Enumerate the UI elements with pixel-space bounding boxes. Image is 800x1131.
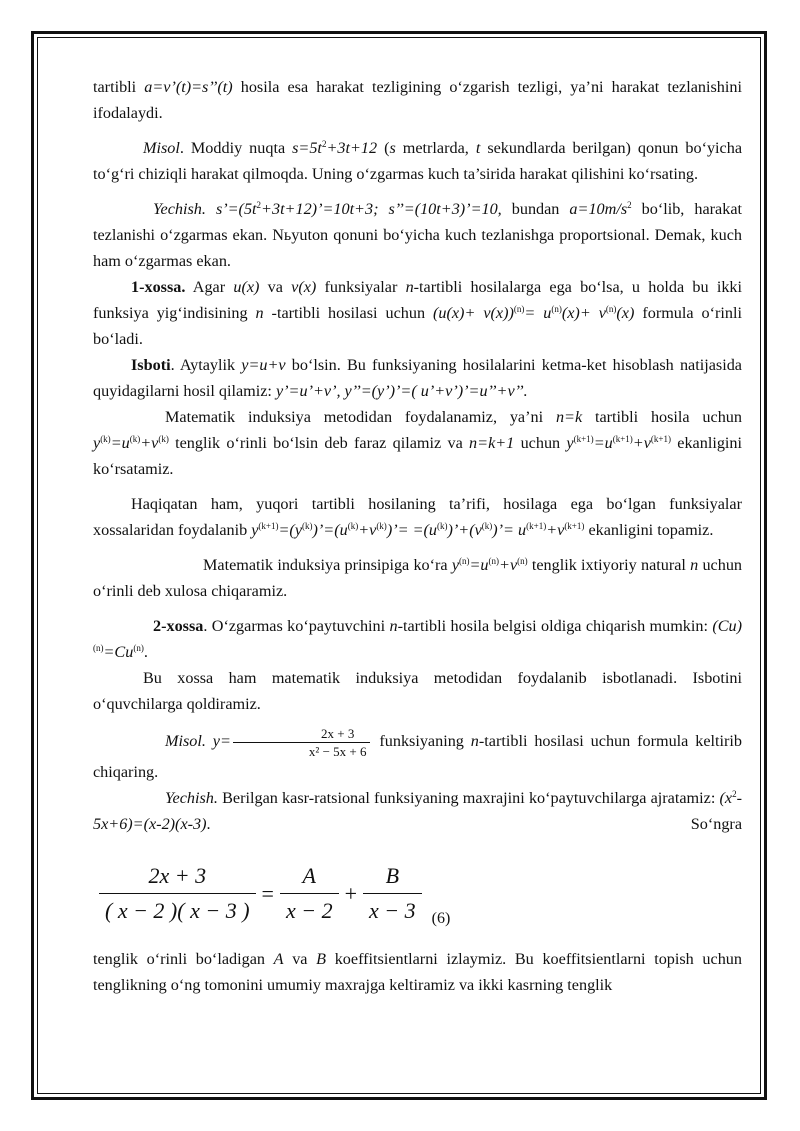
superscript: (k+1) <box>564 521 585 531</box>
formula: s’=(5t <box>205 200 257 218</box>
superscript: (n) <box>517 556 528 566</box>
fraction-numerator: 2x + 3 <box>99 861 256 894</box>
proof-label: Isboti <box>131 356 171 374</box>
formula: +v <box>499 556 518 574</box>
fraction-function <box>233 726 371 759</box>
text: ( <box>377 139 390 157</box>
text: -tartibli hosila belgisi oldiga chiqarish mumkin: <box>397 617 713 635</box>
formula: v(x) <box>291 278 317 296</box>
superscript: (k+1) <box>612 434 633 444</box>
formula: = u <box>524 304 552 322</box>
superscript: (n) <box>605 304 617 314</box>
formula: =u <box>593 434 613 452</box>
formula: y <box>451 556 459 574</box>
paragraph-property-2 <box>93 613 742 665</box>
formula: +v <box>358 521 377 539</box>
text: tartibli hosila uchun <box>582 408 742 426</box>
formula: =u <box>110 434 130 452</box>
superscript: 2 <box>627 200 632 210</box>
formula: +v <box>632 434 651 452</box>
text: . Aytaylik <box>170 356 242 374</box>
superscript: (n) <box>459 556 470 566</box>
fraction-denominator: x − 3 <box>369 898 416 923</box>
text: tartibli <box>93 78 145 96</box>
text: -tartibli hosilasi uchun <box>263 304 433 322</box>
text: -tartibli hosilasi uchun formula keltirib chiqaring. <box>93 732 742 781</box>
text: hosila esa harakat tezligining o‘zgarish tezligi, ya’ni harakat tezlanishini ifodalaydi. <box>93 78 742 122</box>
text: funksiyalar <box>316 278 406 296</box>
superscript: (k) <box>376 521 387 531</box>
text: . <box>206 815 211 833</box>
formula: +v <box>140 434 159 452</box>
formula: )’= u <box>492 521 527 539</box>
formula: y= <box>205 732 231 751</box>
superscript: (k) <box>158 434 169 444</box>
solution-label: Yechish. <box>153 200 206 218</box>
formula: y’=u’+v’, y’’=(y’)’=( u’+v’)’=u’’+v’’. <box>275 382 528 400</box>
variable: t <box>475 139 481 157</box>
property-label: 2-xossa <box>153 617 204 635</box>
superscript: (k) <box>436 521 448 531</box>
variable: n <box>405 278 414 296</box>
fraction-a <box>280 861 339 926</box>
text: tenglik ixtiyoriy natural <box>527 556 691 574</box>
text: . O‘zgarmas ko‘paytuvchini <box>203 617 390 635</box>
formula: n=k+1 <box>469 434 515 452</box>
formula: =Cu <box>103 643 134 661</box>
text: metrlarda, <box>395 139 476 157</box>
formula: a=v’(t)=s’’(t) <box>144 78 233 96</box>
text: ekanligini topamiz. <box>584 521 714 539</box>
equals-sign: = <box>261 880 274 906</box>
variable: n <box>389 617 398 635</box>
text: va <box>259 278 292 296</box>
text: bundan <box>501 200 570 218</box>
formula: +3t+12 <box>326 139 378 157</box>
superscript: (n) <box>551 304 562 314</box>
formula: y=u+v <box>241 356 286 374</box>
superscript: (n) <box>93 643 104 653</box>
document-body <box>93 74 742 998</box>
text: ekanligini ko‘rsatamiz. <box>93 434 743 478</box>
text: -tartibli hosilalarga ega bo‘lsa, u holda bu ikki funksiya yig‘indisining <box>93 278 743 322</box>
variable: n <box>690 556 699 574</box>
text: Haqiqatan ham, yuqori tartibli hosilaning ta’rifi, hosilaga ega bo‘lgan funksiyalar xossalaridan foydalanib <box>93 495 742 539</box>
fraction-denominator: x² − 5x + 6 <box>308 744 367 759</box>
paragraph-example-1 <box>93 135 742 187</box>
fraction-denominator: x − 2 <box>285 898 333 923</box>
text: Berilgan kasr-ratsional funksiyaning maxrajini ko‘paytuvchilarga ajratamiz: <box>217 789 720 807</box>
formula: =u <box>469 556 489 574</box>
variable: s <box>389 139 396 157</box>
paragraph-conclusion <box>93 552 742 604</box>
variable: n <box>255 304 264 322</box>
text: . <box>143 643 148 661</box>
text: bo‘lib, harakat tezlanishi o‘zgarmas ekan. Nьyuton qonuni bo‘yicha kuch tezlanishga proportsional. Demak, kuch ham o‘zgarmas ekan. <box>93 200 742 270</box>
formula: n=k <box>555 408 583 426</box>
formula: -5x+6)=(x-2)(x-3) <box>93 789 742 833</box>
text: Agar <box>185 278 234 296</box>
superscript: (n) <box>513 304 525 314</box>
formula: (x)+ v <box>561 304 606 322</box>
fraction-denominator: ( x − 2 )( x − 3 ) <box>105 898 250 923</box>
variable: n <box>470 732 479 751</box>
superscript: (k) <box>302 521 313 531</box>
text: uchun o‘rinli deb xulosa chiqaramiz. <box>93 556 743 600</box>
text: tenglik o‘rinli bo‘ladigan <box>93 950 274 968</box>
paragraph-solution-1 <box>93 196 742 274</box>
text: Matematik induksiya metodidan foydalanamiz, ya’ni <box>165 408 556 426</box>
fraction-b <box>363 861 422 926</box>
formula: (x <box>719 789 733 807</box>
solution-label: Yechish. <box>165 789 218 807</box>
example-label: Misol <box>143 139 180 157</box>
property-label: 1-xossa. <box>131 278 186 296</box>
formula: y <box>566 434 574 452</box>
example-label: Misol. <box>165 732 206 751</box>
formula: )’=(u <box>312 521 348 539</box>
variable: A <box>273 950 284 968</box>
text: So‘ngra <box>690 815 742 833</box>
superscript: (k) <box>347 521 359 531</box>
formula: y <box>93 434 101 452</box>
superscript: (k+1) <box>650 434 671 444</box>
paragraph-coefficients <box>93 946 742 998</box>
paragraph-acceleration <box>93 74 742 126</box>
paragraph-property-1 <box>93 274 742 352</box>
superscript: 2 <box>732 789 737 799</box>
text: va <box>283 950 317 968</box>
fraction-numerator: B <box>363 861 422 894</box>
text: bo‘lsin. Bu funksiyaning hosilalarini ketma-ket hisoblash natijasida quyidagilarni hosil qilamiz: <box>93 356 742 400</box>
formula: (Cu) <box>712 617 743 635</box>
text: Matematik induksiya prinsipiga ko‘ra <box>203 556 452 574</box>
paragraph-property-2-note <box>93 665 742 717</box>
fraction-numerator: 2x + 3 <box>233 726 371 743</box>
paragraph-proof <box>93 352 742 404</box>
paragraph-indeed <box>93 491 742 543</box>
superscript: (k+1) <box>526 521 547 531</box>
superscript: (k+1) <box>258 521 279 531</box>
text: . Moddiy nuqta <box>179 139 293 157</box>
formula: )’= =(u <box>386 521 437 539</box>
text: koeffitsientlarni izlaymiz. Bu koeffitsientlarni topish uchun tenglikning o‘ng tomonini umumiy maxrajga keltiramiz va ikki kasrning tenglik <box>93 950 742 994</box>
variable: B <box>316 950 327 968</box>
text: formula o‘rinli bo‘ladi. <box>93 304 742 348</box>
formula: =(y <box>278 521 302 539</box>
formula: +v <box>546 521 565 539</box>
text: funksiyaning <box>372 732 471 751</box>
superscript: (k) <box>129 434 141 444</box>
formula: )’+(v <box>447 521 482 539</box>
text: sekundlarda berilgan) qonun bo‘yicha to‘g‘ri chiziqli harakat qilmoqda. Uning o‘zgarmas kuch ta’sirida harakat qilishini ko‘rsating. <box>93 139 743 183</box>
formula: a=10m/s <box>569 200 628 218</box>
formula: s=5t <box>292 139 322 157</box>
formula: (x) <box>616 304 635 322</box>
fraction-lhs <box>99 861 256 926</box>
fraction-numerator: A <box>280 861 339 894</box>
superscript: 2 <box>256 200 262 210</box>
plus-sign: + <box>344 880 357 906</box>
formula: (u(x)+ v(x)) <box>433 304 514 322</box>
text: Bu xossa ham matematik induksiya metodidan foydalanib isbotlanadi. Isbotini o‘quvchilarga qoldiramiz. <box>93 669 742 713</box>
paragraph-example-2 <box>93 726 742 785</box>
paragraph-induction <box>93 404 742 482</box>
superscript: 2 <box>321 139 327 149</box>
equation-6 <box>99 861 742 926</box>
equation-number: (6) <box>431 910 451 927</box>
paragraph-solution-2 <box>93 785 742 837</box>
formula: y <box>251 521 259 539</box>
superscript: (k) <box>100 434 111 444</box>
superscript: (n) <box>133 643 144 653</box>
formula: +3t+12)’=10t+3; s’’=(10t+3)’=10, <box>261 200 502 218</box>
text: uchun <box>514 434 567 452</box>
superscript: (k+1) <box>573 434 594 444</box>
superscript: (k) <box>481 521 493 531</box>
superscript: (n) <box>488 556 500 566</box>
text: tenglik o‘rinli bo‘lsin deb faraz qilamiz va <box>168 434 470 452</box>
formula: u(x) <box>233 278 260 296</box>
